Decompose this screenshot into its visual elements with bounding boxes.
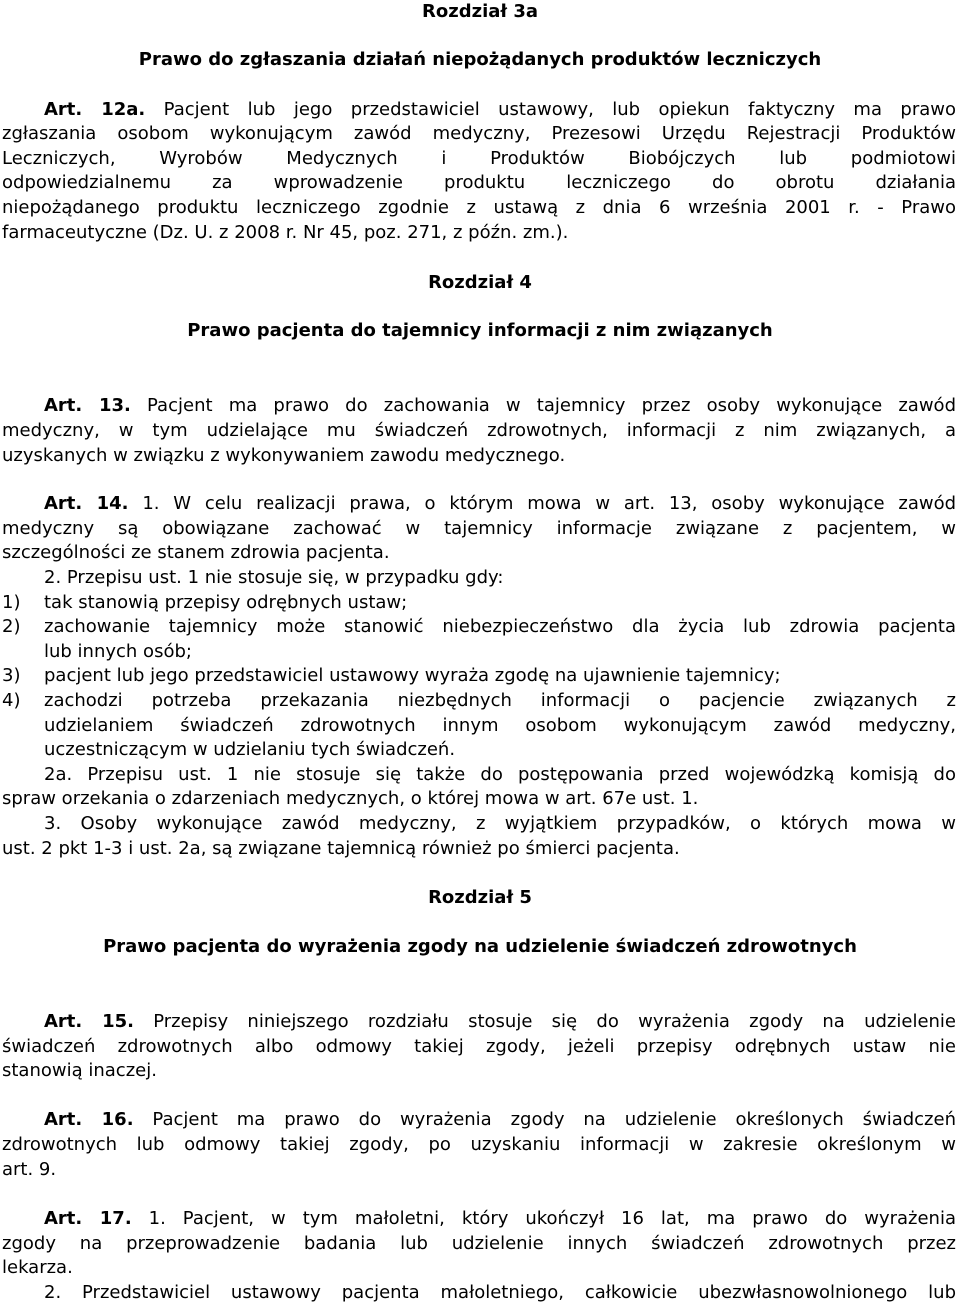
paragraph-line: zdrowotnych lub odmowy takiej zgody, po uzyskaniu informacji w zakresie określonym w: [2, 1134, 956, 1155]
article-label: Art. 14.: [44, 493, 129, 514]
paragraph-line: zgłaszania osobom wykonującym zawód medyczny, Prezesowi Urzędu Rejestracji Produktów: [2, 123, 956, 144]
article-label: Art. 17.: [44, 1208, 132, 1229]
list-number: 4): [2, 690, 21, 711]
paragraph-line: 2a. Przepisu ust. 1 nie stosuje się także do postępowania przed wojewódzką komisją do: [44, 764, 956, 785]
paragraph-line: ust. 2 pkt 1-3 i ust. 2a, są związane tajemnicą również po śmierci pacjenta.: [2, 838, 680, 859]
chapter-title: Prawo pacjenta do wyrażenia zgody na udzielenie świadczeń zdrowotnych: [103, 936, 857, 957]
list-number: 1): [2, 592, 21, 613]
list-item: udzielaniem świadczeń zdrowotnych innym osobom wykonującym zawód medyczny,: [44, 715, 956, 736]
list-item: tak stanowią przepisy odrębnych ustaw;: [44, 592, 408, 613]
paragraph-line: szczególności ze stanem zdrowia pacjenta.: [2, 542, 390, 563]
paragraph-line: odpowiedzialnemu za wprowadzenie produktu leczniczego do obrotu działania: [2, 172, 956, 193]
article-label: Art. 15.: [44, 1011, 134, 1032]
article-label: Art. 13.: [44, 395, 131, 416]
chapter-title: Prawo do zgłaszania działań niepożądanych produktów leczniczych: [138, 49, 822, 70]
article-label: Art. 16.: [44, 1109, 134, 1130]
list-item: zachowanie tajemnicy może stanowić niebezpieczeństwo dla życia lub zdrowia pacjenta: [44, 616, 956, 637]
paragraph-line: 2. Przepisu ust. 1 nie stosuje się, w przypadku gdy:: [44, 567, 504, 588]
chapter-heading: Rozdział 4: [428, 272, 532, 293]
chapter-heading: Rozdział 5: [428, 887, 532, 908]
paragraph-line: medyczny są obowiązane zachować w tajemnicy informacje związane z pacjentem, w: [2, 518, 956, 539]
paragraph-line: lekarza.: [2, 1257, 73, 1278]
paragraph-line: stanowią inaczej.: [2, 1060, 157, 1081]
paragraph-line: Art. 17. 1. Pacjent, w tym małoletni, który ukończył 16 lat, ma prawo do wyrażenia: [44, 1208, 956, 1229]
list-number: 2): [2, 616, 21, 637]
list-number: 3): [2, 665, 21, 686]
article-label: Art. 12a.: [44, 99, 146, 120]
paragraph-line: farmaceutyczne (Dz. U. z 2008 r. Nr 45, poz. 271, z późn. zm.).: [2, 222, 569, 243]
paragraph-line: 2. Przedstawiciel ustawowy pacjenta małoletniego, całkowicie ubezwłasnowolnionego lub: [44, 1282, 956, 1303]
list-item: uczestniczącym w udzielaniu tych świadczeń.: [44, 739, 456, 760]
list-item: lub innych osób;: [44, 641, 192, 662]
list-item: zachodzi potrzeba przekazania niezbędnych informacji o pacjencie związanych z: [44, 690, 956, 711]
paragraph-line: Art. 13. Pacjent ma prawo do zachowania w tajemnicy przez osoby wykonujące zawód: [44, 395, 956, 416]
paragraph-line: Art. 16. Pacjent ma prawo do wyrażenia zgody na udzielenie określonych świadczeń: [44, 1109, 956, 1130]
paragraph-line: świadczeń zdrowotnych albo odmowy takiej zgody, jeżeli przepisy odrębnych ustaw nie: [2, 1036, 956, 1057]
paragraph-line: Leczniczych, Wyrobów Medycznych i Produktów Biobójczych lub podmiotowi: [2, 148, 956, 169]
paragraph-line: 3. Osoby wykonujące zawód medyczny, z wyjątkiem przypadków, o których mowa w: [44, 813, 956, 834]
list-item: pacjent lub jego przedstawiciel ustawowy wyraża zgodę na ujawnienie tajemnicy;: [44, 665, 781, 686]
paragraph-line: art. 9.: [2, 1159, 57, 1180]
paragraph-line: uzyskanych w związku z wykonywaniem zawodu medycznego.: [2, 445, 566, 466]
chapter-heading: Rozdział 3a: [422, 1, 538, 22]
paragraph-line: zgody na przeprowadzenie badania lub udzielenie innych świadczeń zdrowotnych przez: [2, 1233, 956, 1254]
chapter-title: Prawo pacjenta do tajemnicy informacji z nim związanych: [187, 320, 773, 341]
paragraph-line: spraw orzekania o zdarzeniach medycznych, o której mowa w art. 67e ust. 1.: [2, 788, 699, 809]
paragraph-line: Art. 14. 1. W celu realizacji prawa, o którym mowa w art. 13, osoby wykonujące zawód: [44, 493, 957, 514]
paragraph-line: niepożądanego produktu leczniczego zgodnie z ustawą z dnia 6 września 2001 r. - Prawo: [2, 197, 956, 218]
paragraph-line: Art. 15. Przepisy niniejszego rozdziału stosuje się do wyrażenia zgody na udzielenie: [44, 1011, 956, 1032]
paragraph-line: medyczny, w tym udzielające mu świadczeń zdrowotnych, informacji z nim związanych, a: [2, 420, 956, 441]
paragraph-line: Art. 12a. Pacjent lub jego przedstawiciel ustawowy, lub opiekun faktyczny ma prawo: [44, 99, 956, 120]
